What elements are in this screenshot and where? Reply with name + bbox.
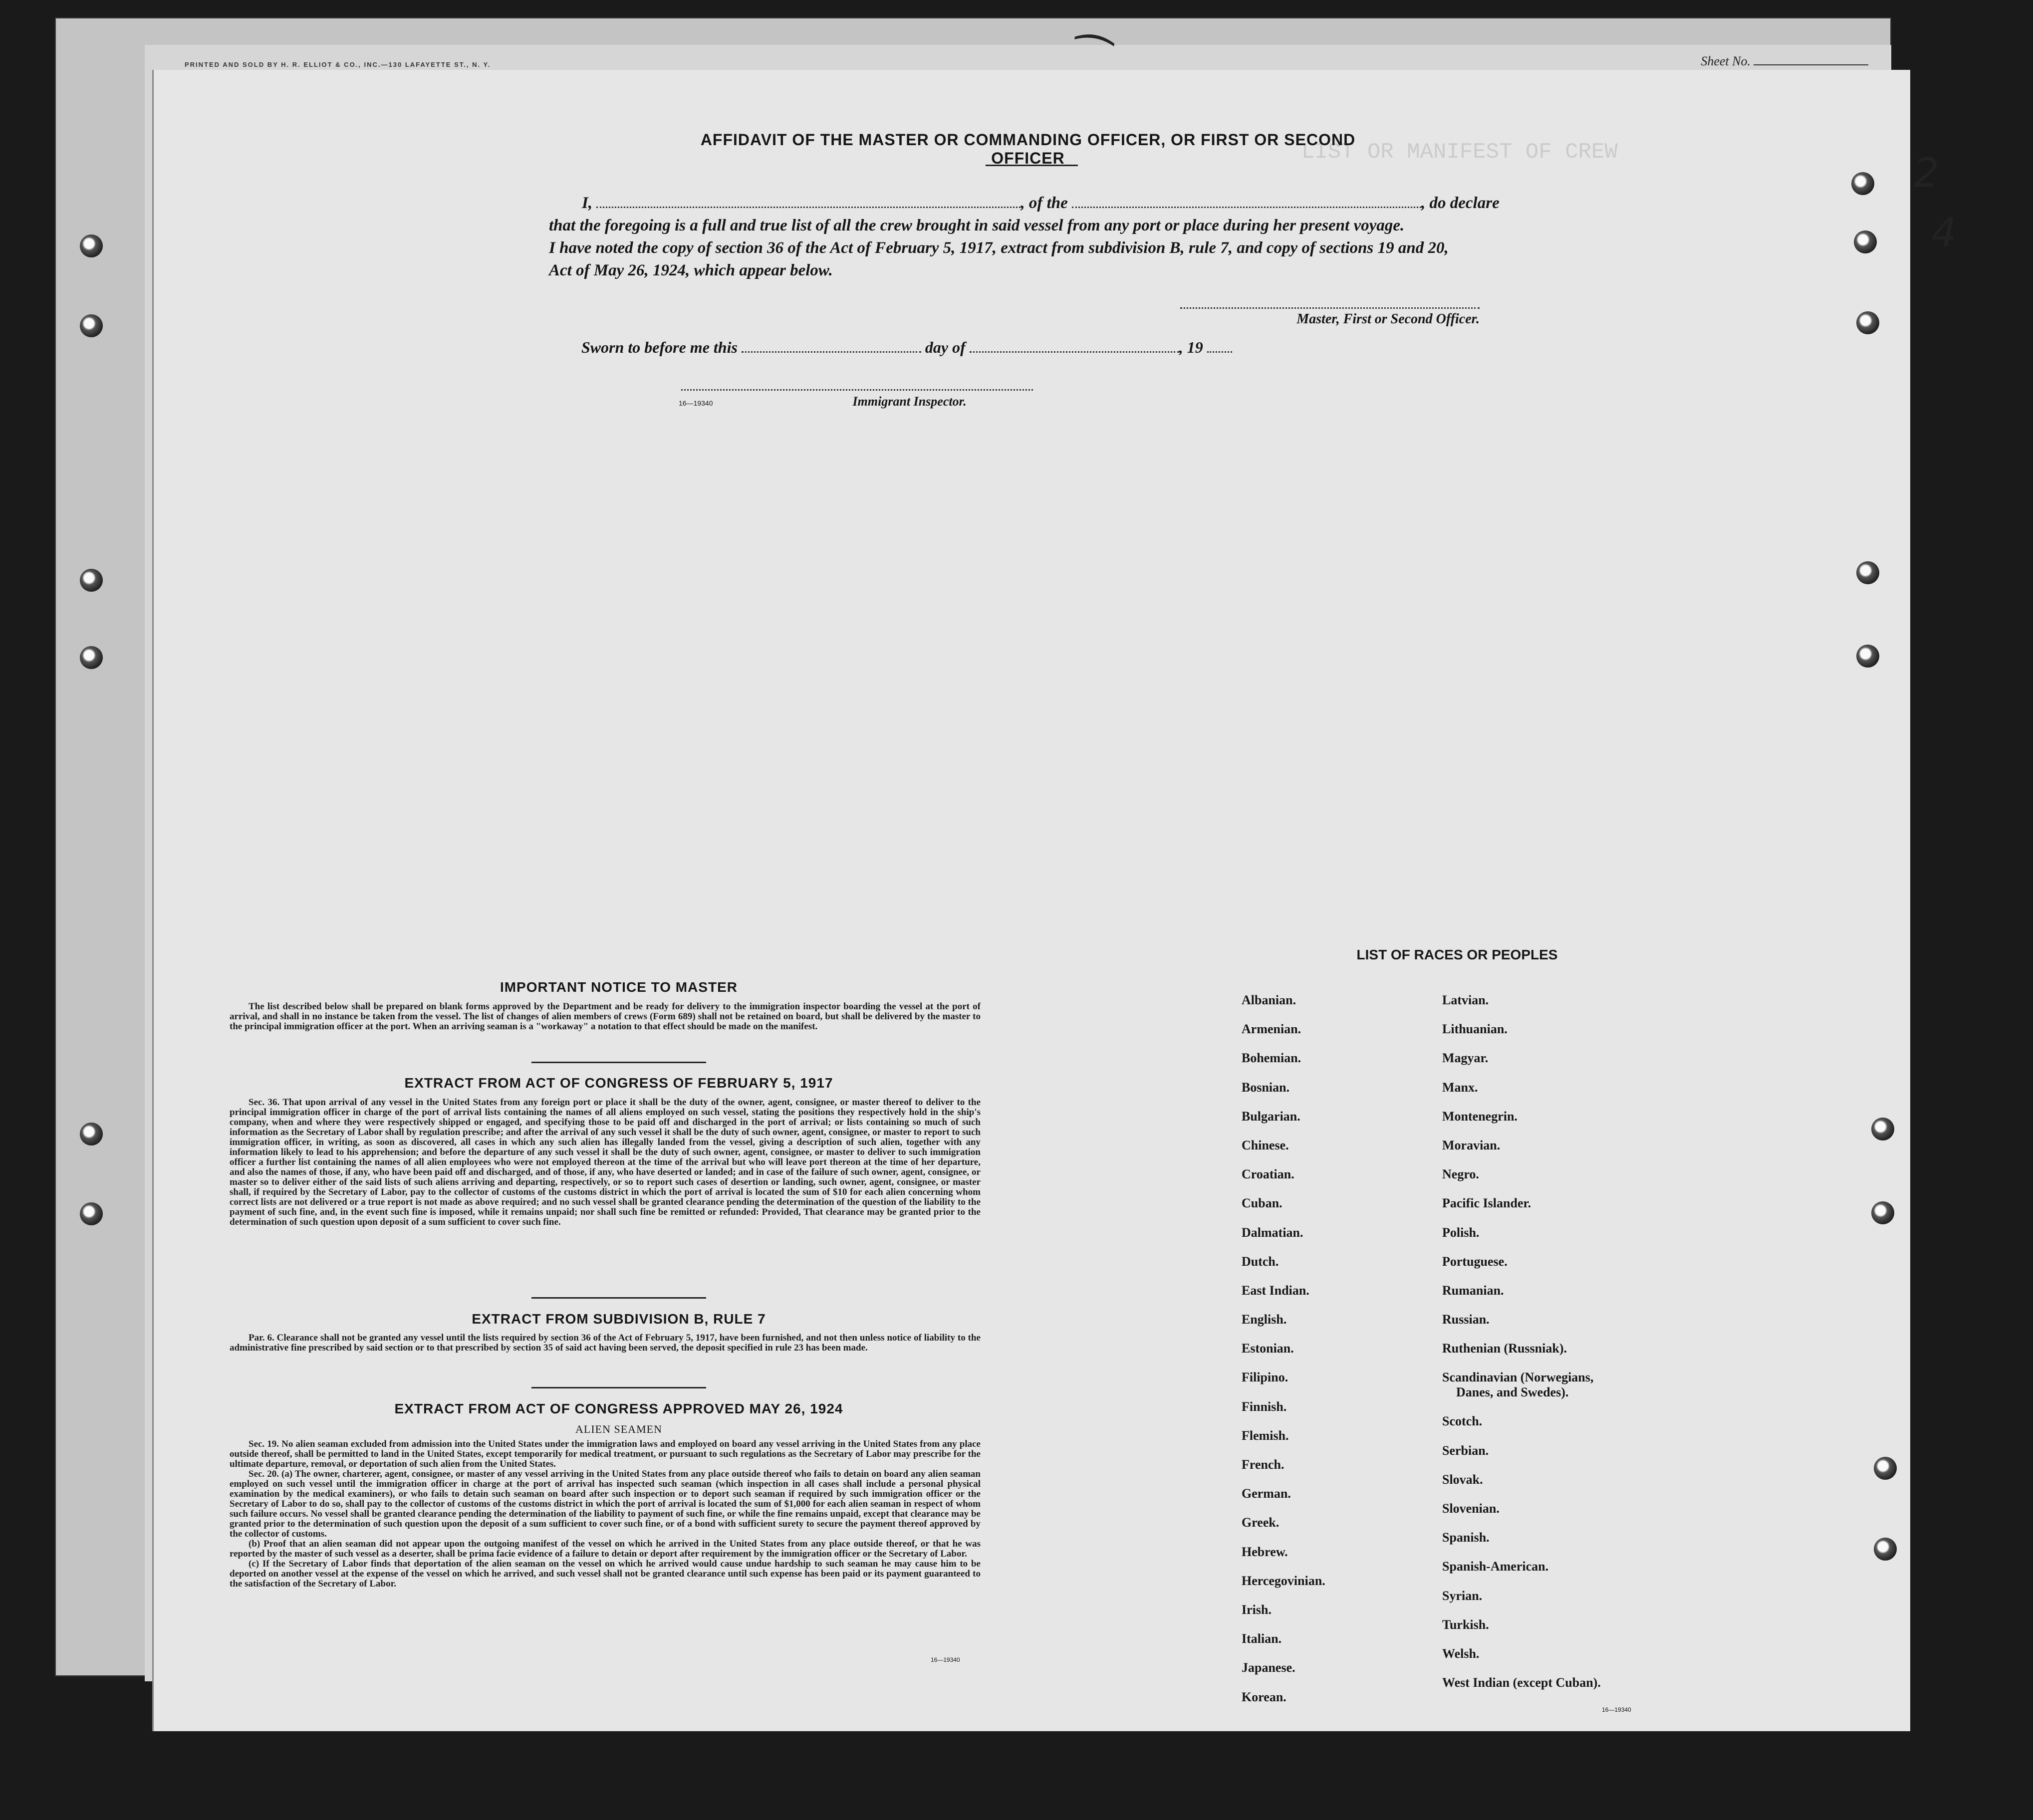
punch-hole-icon — [1854, 230, 1877, 253]
race-item: Scotch. — [1442, 1414, 1483, 1429]
alien-seamen-subtitle: ALIEN SEAMEN — [575, 1423, 662, 1435]
race-item: Bulgarian. — [1242, 1109, 1300, 1124]
sworn-month-field[interactable] — [970, 351, 1179, 353]
race-item: Spanish-American. — [1442, 1559, 1549, 1574]
form-code: 16—19340 — [1602, 1706, 1631, 1713]
race-item: French. — [1242, 1457, 1284, 1472]
race-item: Albanian. — [1242, 993, 1296, 1007]
affidavit-line-2: that the foregoing is a full and true list of all the crew brought in said vessel from any port or place during her present voyage. — [549, 217, 1405, 234]
inspector-signature-line[interactable] — [681, 389, 1033, 391]
race-item: Japanese. — [1242, 1660, 1295, 1675]
race-item: Welsh. — [1442, 1646, 1480, 1661]
punch-hole-icon — [80, 646, 103, 669]
sworn-line: Sworn to before me this day of , 19 — [581, 338, 1330, 357]
affidavit-line-3: I have noted the copy of section 36 of the Act of February 5, 1917, extract from subdivision B, rule 7, and copy of sections 19 and 20, — [549, 239, 1449, 257]
punch-hole-icon — [1874, 1457, 1897, 1480]
printer-line: PRINTED AND SOLD BY H. R. ELLIOT & CO., INC.—130 LAFAYETTE ST., N. Y. — [185, 61, 491, 68]
race-item: Ruthenian (Russniak). — [1442, 1341, 1567, 1356]
race-item: Dutch. — [1242, 1254, 1279, 1269]
race-item: Manx. — [1442, 1080, 1478, 1095]
race-item: Flemish. — [1242, 1428, 1289, 1443]
race-item: Italian. — [1242, 1631, 1282, 1646]
race-item: Latvian. — [1442, 993, 1489, 1007]
punch-hole-icon — [1856, 561, 1879, 584]
race-item: Filipino. — [1242, 1370, 1288, 1385]
race-item: Polish. — [1442, 1225, 1480, 1240]
handwritten-mark: ⁀ — [1068, 32, 1113, 90]
name-field[interactable] — [596, 207, 1020, 208]
extract-rule7-text: Par. 6. Clearance shall not be granted any vessel until the lists required by section 36 of the Act of February 5, 1917, have been furnished, and not then unless notice of liability to the administrative fine prescribed by said section or to that prescribed by section 35 of said act having been served, the deposit specified in rule 23 has been made. — [230, 1333, 981, 1353]
race-item: Scandinavian (Norwegians, — [1442, 1370, 1594, 1385]
sheet-number: Sheet No. — [1701, 54, 1868, 69]
punch-hole-icon — [1874, 1538, 1897, 1561]
race-item: Slovak. — [1442, 1472, 1483, 1487]
race-item: Korean. — [1242, 1689, 1286, 1704]
race-item: Bosnian. — [1242, 1080, 1290, 1095]
extract-1924-text: Sec. 19. No alien seaman excluded from admission into the United States under the immigration laws and employed on board any vessel arriving in the United States from any place outside thereof, shall be permitted to land in the United States, except temporarily for medical treatment, or pursuant to such regulations as the Secretary of Labor may prescribe for the ultimate departure, removal, or deportation of such alien from the United States. Sec. 20. (a) The owner, charterer, agent, consignee, or master of any vessel arriving in the United States from any place outside thereof who fails to detain on board any alien seaman employed on such vessel until the immigration officer in charge at the port of arrival has inspected such seaman (which inspection in all cases shall include a personal physical examination by the medical examiners), or who fails to detain such seaman on board after such inspection or to deport such seaman if required by such immigration officer or the Secretary of Labor to do so, shall pay to the collector of customs of the customs district in which the port of arrival is located the sum of $1,000 for each alien seaman in respect of whom such failure occurs. No vessel shall be granted clearance pending the determination of the liability to payment of such fine, or while the fine remains unpaid, except that clearance may be granted prior to the determination of such question upon the deposit of a sum sufficient to cover such fine, or of a bond with sufficient surety to secure the payment thereof approved by the collector of customs. (b) Proof that an alien seaman did not appear upon the outgoing manifest of the vessel on which he arrived in the United States from any place outside thereof, or that he was reported by the master of such vessel as a deserter, shall be prima facie evidence of a failure to detain or deport after requirement by the immigration officer or the Secretary of Labor. (c) If the Secretary of Labor finds that deportation of the alien seaman on the vessel on which he arrived would cause undue hardship to such seaman he may cause him to be deported on another vessel at the expense of the vessel on which he arrived, and such vessel shall not be granted clearance until such expense has been paid or its payment guaranteed to the satisfaction of the Secretary of Labor. — [230, 1439, 981, 1589]
punch-hole-icon — [80, 1202, 103, 1225]
extract-1917-title: EXTRACT FROM ACT OF CONGRESS OF FEBRUARY 5, 1917 — [404, 1075, 833, 1091]
race-item: Hebrew. — [1242, 1544, 1288, 1559]
race-item: Syrian. — [1442, 1588, 1483, 1603]
divider — [531, 1297, 706, 1299]
races-title: LIST OF RACES OR PEOPLES — [1356, 947, 1558, 962]
handwritten-4: 4 — [1931, 210, 1957, 256]
vessel-field[interactable] — [1072, 207, 1421, 208]
race-item: Estonian. — [1242, 1341, 1294, 1356]
race-item: Russian. — [1442, 1312, 1490, 1327]
handwritten-2: 2 — [1914, 150, 1939, 196]
punch-hole-icon — [1851, 172, 1874, 195]
notice-text: The list described below shall be prepared on blank forms approved by the Department and be ready for delivery to the immigration inspector boarding the vessel at the port of arrival, and shall in no instance be taken from the vessel. The list of changes of alien members of crews (Form 689) shall not be retained on board, but shall be delivered by the master to the principal immigration officer at the port. When an arriving seaman is a "workaway" a notation to that effect should be made on the manifest. — [230, 1001, 981, 1032]
extract-1924-title: EXTRACT FROM ACT OF CONGRESS APPROVED MAY 26, 1924 — [394, 1401, 843, 1416]
bleed-through: LIST OR MANIFEST OF CREW — [1301, 140, 1618, 165]
master-signature-line[interactable] — [1180, 307, 1480, 309]
race-item: Finnish. — [1242, 1399, 1287, 1414]
race-item: Croatian. — [1242, 1167, 1294, 1182]
race-item: Turkish. — [1442, 1617, 1489, 1632]
punch-hole-icon — [1856, 311, 1879, 334]
race-item: Spanish. — [1442, 1530, 1490, 1545]
affidavit-line-1: I, , of the , do declare — [582, 194, 1500, 212]
race-item: Irish. — [1242, 1602, 1271, 1617]
race-item: German. — [1242, 1486, 1291, 1501]
race-item: Hercegovinian. — [1242, 1573, 1325, 1588]
punch-hole-icon — [1871, 1201, 1894, 1224]
race-item: East Indian. — [1242, 1283, 1309, 1298]
punch-hole-icon — [80, 314, 103, 337]
punch-hole-icon — [80, 234, 103, 257]
race-item: Chinese. — [1242, 1138, 1289, 1152]
affidavit-line-4: Act of May 26, 1924, which appear below. — [549, 261, 833, 279]
race-item: Slovenian. — [1442, 1501, 1500, 1516]
sworn-year-field[interactable] — [1207, 351, 1232, 353]
extract-1917-text: Sec. 36. That upon arrival of any vessel in the United States from any foreign port or place it shall be the duty of the owner, agent, consignee, or master thereof to deliver to the principal immigration officer in charge of the port of arrival lists containing the names of all aliens employed on such vessel, stating the positions they respectively hold in the ship's company, when and where they were respectively shipped or engaged, and specifying those to be paid off and discharged in the port of arrival; or lists containing so much of such information as the Secretary of Labor shall by regulation prescribe; and after the arrival of any such vessel it shall be the duty of such owner, agent, consignee, or master to report to such immigration officer, in writing, as soon as discovered, all cases in which any such alien has illegally landed from the vessel, giving a description of such alien, together with any information likely to lead to his apprehension; and before the departure of any such vessel it shall be the duty of such owner, agent, consignee, or master to deliver to such immigration officer a further list containing the names of all alien employees who were not employed thereon at the time of the arrival but who will leave port thereon at the time of her departure, and also the names of those, if any, who have been paid off and discharged, and of those, if any, who have deserted or landed; and in case of the failure of such owner, agent, consignee, or master so to deliver either of the said lists of such aliens arriving and departing, respectively, or so to report such cases of desertion or landing, such owner, agent, consignee, or master shall, if required by the Secretary of Labor, pay to the collector of customs of the customs district in which the port of arrival is located the sum of $10 for each alien concerning whom correct lists are not delivered or a true report is not made as above required; and no such vessel shall be granted clearance pending the determination of the question of the liability to the payment of such fine, and, in the event such fine is imposed, while it remains unpaid; nor shall such fine be remitted or refunded: Provided, That clearance may be granted prior to the determination of such question upon deposit of a sum sufficient to cover such fine. — [230, 1097, 981, 1227]
race-item: West Indian (except Cuban). — [1442, 1675, 1601, 1690]
race-item: Greek. — [1242, 1515, 1279, 1530]
inspector-label-row: 16—19340 Immigrant Inspector. — [679, 394, 967, 409]
divider — [531, 1387, 706, 1388]
race-item: Negro. — [1442, 1167, 1479, 1182]
extract-rule7-title: EXTRACT FROM SUBDIVISION B, RULE 7 — [472, 1311, 766, 1327]
title-rule — [986, 165, 1078, 166]
race-item: Montenegrin. — [1442, 1109, 1518, 1124]
notice-title: IMPORTANT NOTICE TO MASTER — [500, 979, 738, 995]
divider — [531, 1062, 706, 1063]
race-item: Armenian. — [1242, 1022, 1301, 1037]
race-item: Dalmatian. — [1242, 1225, 1303, 1240]
race-item-continuation: Danes, and Swedes). — [1456, 1385, 1569, 1400]
race-item: English. — [1242, 1312, 1287, 1327]
race-item: Magyar. — [1442, 1051, 1489, 1066]
races-left-column — [1242, 993, 1325, 1719]
race-item: Cuban. — [1242, 1196, 1282, 1211]
race-item: Moravian. — [1442, 1138, 1501, 1152]
punch-hole-icon — [1871, 1118, 1894, 1140]
punch-hole-icon — [80, 1123, 103, 1145]
race-item: Lithuanian. — [1442, 1022, 1508, 1037]
sworn-day-field[interactable] — [742, 351, 921, 353]
affidavit-body — [549, 192, 1517, 282]
race-item: Portuguese. — [1442, 1254, 1508, 1269]
race-item: Pacific Islander. — [1442, 1196, 1531, 1211]
master-signature-label: Master, First or Second Officer. — [1296, 311, 1480, 327]
affidavit-title: AFFIDAVIT OF THE MASTER OR COMMANDING OFFICER, OR FIRST OR SECOND OFFICER — [700, 131, 1356, 167]
form-code: 16—19340 — [931, 1656, 960, 1663]
race-item: Serbian. — [1442, 1443, 1489, 1458]
race-item: Bohemian. — [1242, 1051, 1301, 1066]
races-right-column — [1442, 993, 1601, 1704]
punch-hole-icon — [1856, 645, 1879, 668]
race-item: Rumanian. — [1442, 1283, 1504, 1298]
punch-hole-icon — [80, 569, 103, 592]
